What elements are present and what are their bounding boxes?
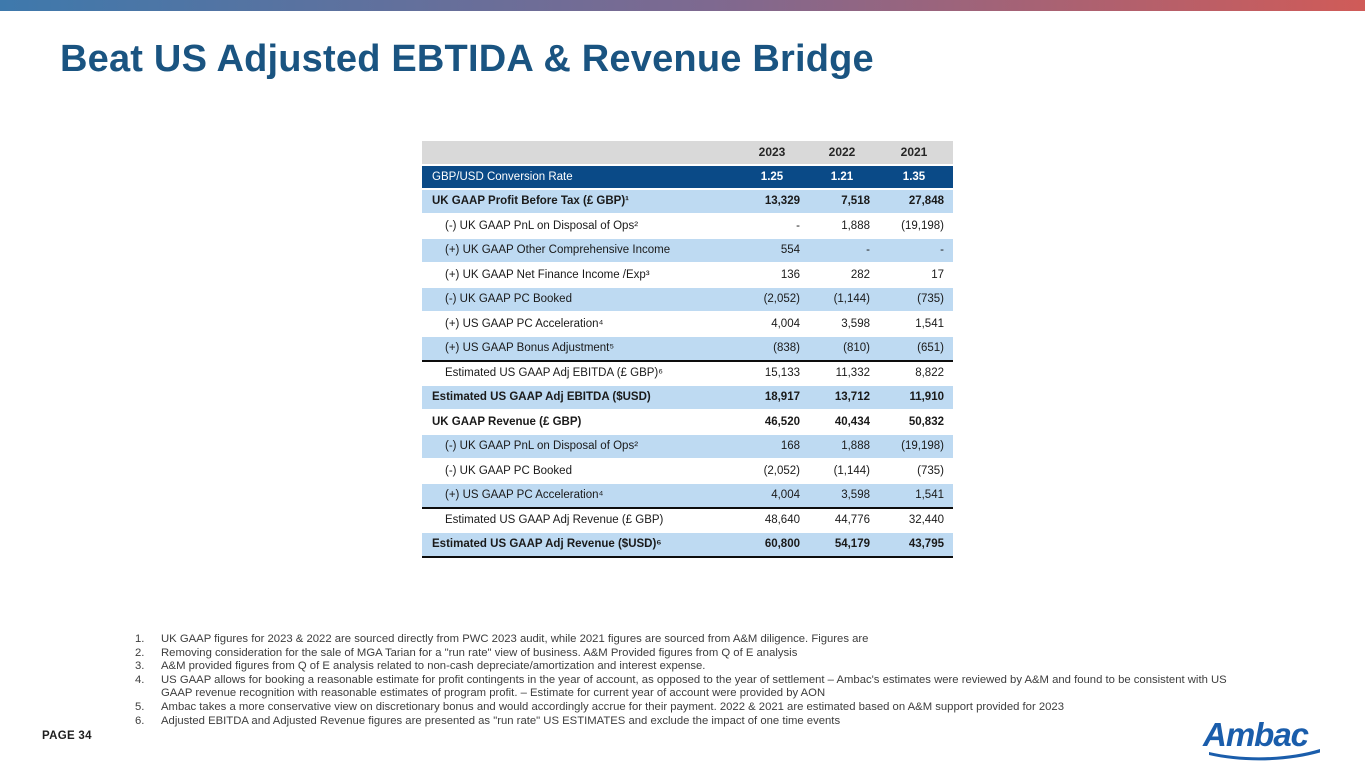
cell-value: 60,800 [764, 538, 800, 551]
cell-value: 8,822 [915, 366, 944, 379]
cell-value: 168 [780, 440, 800, 453]
row-label: UK GAAP Revenue (£ GBP) [432, 415, 582, 428]
header-cell-2023: 2023 [758, 145, 786, 160]
row-label: UK GAAP Profit Before Tax (£ GBP)¹ [432, 195, 630, 208]
cell-value: 1,541 [915, 489, 944, 502]
cell-value: 1,888 [841, 440, 870, 453]
footnote-number: 3. [135, 660, 145, 673]
header-cell-2022: 2022 [828, 145, 856, 160]
cell-value: (19,198) [901, 219, 944, 232]
ambac-logo [1199, 712, 1339, 762]
row-pnl-disposal-ops-revenue [422, 435, 953, 460]
cell-value: 3,598 [841, 317, 870, 330]
footnote-text: Ambac takes a more conservative view on discretionary bonus and would accordingly accrue for their payment. 2022 & 2021 are estimated based on A&M support provided for 2023 [161, 700, 1065, 713]
row-uk-gaap-profit-before-tax [422, 190, 953, 215]
cell-value: 18,917 [764, 391, 800, 404]
cell-value: 7,518 [841, 195, 870, 208]
footnote-number: 5. [135, 700, 145, 713]
cell-value: 48,640 [764, 513, 800, 526]
footnote-text: UK GAAP figures for 2023 & 2022 are sourced directly from PWC 2023 audit, while 2021 figures are sourced from A&M diligence. Figures are [161, 633, 869, 645]
cell-value: (810) [843, 342, 870, 355]
cell-value: 1.25 [760, 170, 784, 183]
footnotes-list [135, 633, 1247, 728]
row-est-adj-ebitda-usd [422, 386, 953, 411]
cell-value: 32,440 [908, 513, 944, 526]
cell-value: 4,004 [771, 317, 800, 330]
cell-value: 17 [931, 268, 944, 281]
cell-value: 136 [780, 268, 800, 281]
footnote-number: 2. [135, 646, 145, 659]
cell-value: (2,052) [763, 464, 800, 477]
row-label: (+) UK GAAP Other Comprehensive Income [445, 244, 671, 257]
row-label: (+) US GAAP PC Acceleration⁴ [445, 317, 604, 330]
row-us-gaap-pc-acceleration [422, 313, 953, 338]
cell-value: 1,888 [841, 219, 870, 232]
cell-value: 11,332 [835, 366, 870, 379]
cell-value: 554 [780, 244, 800, 257]
cell-value: (1,144) [833, 293, 870, 306]
row-label: (+) US GAAP Bonus Adjustment⁵ [445, 342, 615, 355]
row-net-finance-income-exp [422, 264, 953, 289]
cell-value: 3,598 [841, 489, 870, 502]
cell-value: (838) [773, 342, 800, 355]
row-label: (-) UK GAAP PnL on Disposal of Ops² [445, 219, 639, 232]
footnote-text: Adjusted EBITDA and Adjusted Revenue figures are presented as "run rate" US ESTIMATES and exclude the impact of one time events [161, 714, 841, 727]
row-label: (-) UK GAAP PnL on Disposal of Ops² [445, 440, 639, 453]
cell-value: 40,434 [834, 415, 870, 428]
cell-value: 54,179 [834, 538, 870, 551]
row-label: Estimated US GAAP Adj Revenue (£ GBP) [445, 513, 664, 526]
row-us-gaap-pc-acceleration-revenue [422, 484, 953, 509]
footnote-text: US GAAP allows for booking a reasonable estimate for profit contingents in the year of account, as opposed to the year of settlement – Ambac's estimates were reviewed by A&M and found to be consistent with US GAAP revenue recognition with reasonable estimates of program profit. – Estimate for current year of account were provided by AON [161, 673, 1227, 700]
cell-value: (651) [917, 342, 944, 355]
cell-value: 13,329 [764, 195, 800, 208]
cell-value: 50,832 [908, 415, 944, 428]
footnote-number: 4. [135, 673, 145, 686]
footnote-3 [135, 660, 1247, 674]
cell-value: 4,004 [771, 489, 800, 502]
footnote-5 [135, 701, 1247, 715]
footnote-text: Removing consideration for the sale of MGA Tarian for a "run rate" view of business. A&M Provided figures from Q of E analysis [161, 646, 798, 659]
row-uk-gaap-revenue [422, 411, 953, 436]
cell-value: 11,910 [909, 391, 944, 404]
ebitda-revenue-bridge-table [422, 141, 953, 558]
row-label: (-) UK GAAP PC Booked [445, 293, 572, 306]
cell-value: 13,712 [834, 391, 870, 404]
cell-value: 15,133 [764, 366, 800, 379]
footnote-number: 6. [135, 714, 145, 727]
cell-value: 1.21 [830, 170, 854, 183]
top-gradient-bar [0, 0, 1365, 11]
row-label: (+) UK GAAP Net Finance Income /Exp³ [445, 268, 650, 281]
cell-value: 44,776 [834, 513, 870, 526]
row-gbp-usd-conversion-rate [422, 166, 953, 191]
row-label: Estimated US GAAP Adj EBITDA ($USD) [432, 391, 651, 404]
row-us-gaap-bonus-adjustment [422, 337, 953, 362]
cell-value: 46,520 [764, 415, 800, 428]
footnote-6 [135, 715, 1247, 729]
row-est-adj-revenue-usd [422, 533, 953, 558]
cell-value: (19,198) [901, 440, 944, 453]
cell-value: - [940, 244, 944, 257]
cell-value: - [866, 244, 870, 257]
header-cell-2021: 2021 [900, 145, 928, 160]
cell-value: 43,795 [908, 538, 944, 551]
page-title: Beat US Adjusted EBTIDA & Revenue Bridge [60, 38, 874, 80]
row-label: Estimated US GAAP Adj EBITDA (£ GBP)⁶ [445, 366, 663, 379]
row-label: Estimated US GAAP Adj Revenue ($USD)⁶ [432, 538, 662, 551]
row-uk-gaap-pc-booked-revenue [422, 460, 953, 485]
row-est-adj-ebitda-gbp [422, 362, 953, 387]
cell-value: 282 [850, 268, 870, 281]
cell-value: (2,052) [763, 293, 800, 306]
cell-value: 27,848 [908, 195, 944, 208]
cell-value: - [796, 219, 800, 232]
cell-value: (1,144) [833, 464, 870, 477]
cell-value: (735) [917, 464, 944, 477]
cell-value: 1,541 [915, 317, 944, 330]
cell-value: (735) [917, 293, 944, 306]
row-other-comprehensive-income [422, 239, 953, 264]
footnote-4 [135, 674, 1247, 701]
footnote-text: A&M provided figures from Q of E analysis related to non-cash depreciate/amortization and interest expense. [161, 660, 706, 673]
footnote-number: 1. [135, 633, 145, 645]
ambac-logo-text: Ambac [1203, 716, 1309, 753]
row-label: GBP/USD Conversion Rate [432, 170, 573, 183]
page-number: PAGE 34 [42, 730, 92, 742]
row-pnl-disposal-ops [422, 215, 953, 240]
row-label: (+) US GAAP PC Acceleration⁴ [445, 489, 604, 502]
row-label: (-) UK GAAP PC Booked [445, 464, 572, 477]
table-header-row [422, 141, 953, 166]
footnote-2 [135, 647, 1247, 661]
row-est-adj-revenue-gbp [422, 509, 953, 534]
cell-value: 1.35 [902, 170, 926, 183]
footnote-1 [135, 633, 1247, 647]
row-uk-gaap-pc-booked [422, 288, 953, 313]
